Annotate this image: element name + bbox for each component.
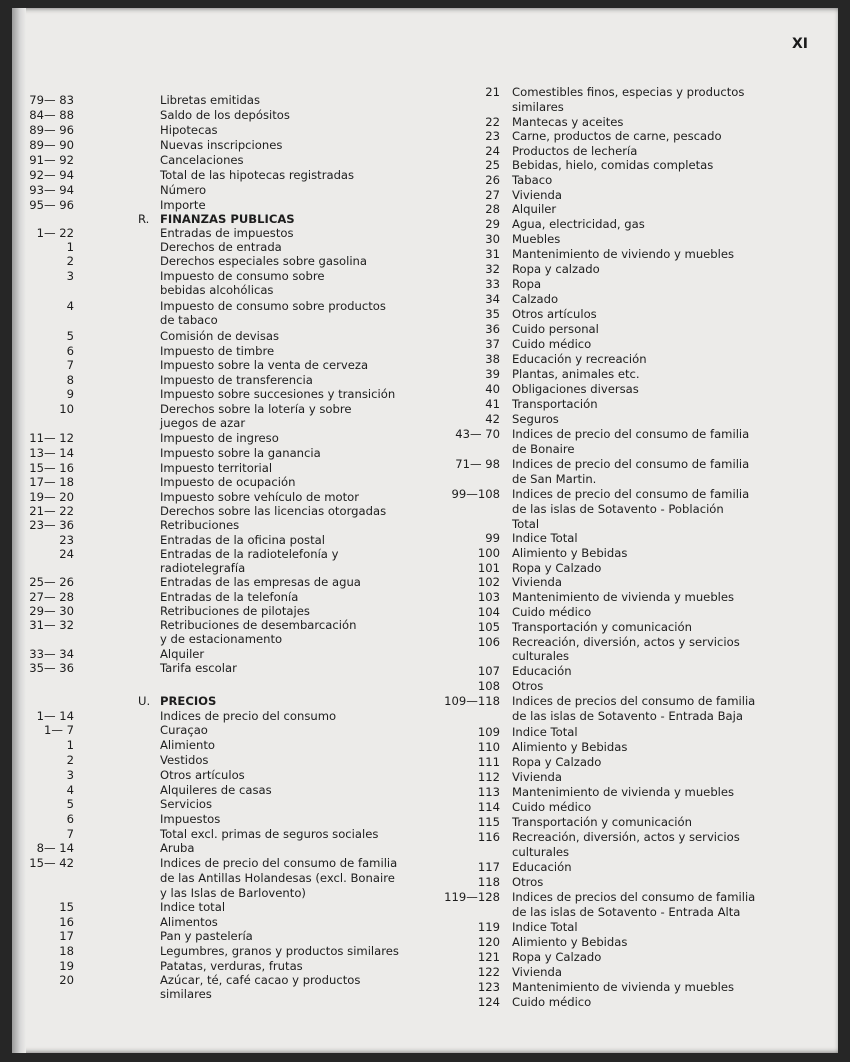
index-number: 31 — [485, 247, 500, 261]
index-number: 19 — [59, 959, 74, 973]
index-entry-text: Transportación — [512, 397, 598, 411]
index-number: 99—108 — [451, 487, 500, 501]
index-number: 6 — [66, 812, 74, 826]
index-number: 42 — [485, 412, 500, 426]
index-number: 3 — [66, 269, 74, 283]
index-number: 29 — [485, 217, 500, 231]
index-number: 7 — [66, 827, 74, 841]
index-number: 17 — [59, 929, 74, 943]
index-entry-text: Libretas emitidas — [160, 93, 260, 107]
index-entry-text: Impuesto de consumo sobre productos — [160, 299, 386, 313]
index-entry-text: Carne, productos de carne, pescado — [512, 129, 722, 143]
section-letter: U. — [138, 694, 151, 708]
index-entry-text: Ropa y Calzado — [512, 950, 602, 964]
index-number: 117 — [477, 860, 500, 874]
index-number: 29— 30 — [29, 604, 74, 618]
index-entry-text: Legumbres, granos y productos similares — [160, 944, 399, 958]
index-entry-text: Aruba — [160, 841, 195, 855]
index-entry-text: Entradas de la telefonía — [160, 590, 299, 604]
index-number: 21 — [485, 85, 500, 99]
index-number: 91— 92 — [29, 153, 74, 167]
index-entry-text: Mantenimiento de vivienda y muebles — [512, 785, 735, 799]
index-entry-text: Servicios — [160, 797, 213, 811]
index-entry-text: Educación — [512, 664, 572, 678]
index-number: 27 — [485, 188, 500, 202]
index-number: 25— 26 — [29, 575, 74, 589]
index-number: 123 — [477, 980, 500, 994]
index-number: 5 — [66, 797, 74, 811]
index-number: 104 — [477, 605, 500, 619]
index-entry-text: Total — [512, 517, 540, 531]
index-entry-text: Impuesto de transferencia — [160, 373, 313, 387]
index-entry-text: Bebidas, hielo, comidas completas — [512, 158, 714, 172]
index-entry-text: de San Martin. — [512, 472, 597, 486]
index-entry-text: Indice Total — [512, 531, 578, 545]
index-number: 8 — [66, 373, 74, 387]
index-number: 110 — [477, 740, 500, 754]
index-entry-text: Indices de precio del consumo de familia — [512, 487, 750, 501]
index-entry-text: Alquileres de casas — [160, 783, 272, 797]
index-entry-text: Importe — [160, 198, 206, 212]
index-number: 101 — [477, 561, 500, 575]
index-entry-text: Indice Total — [512, 725, 578, 739]
index-entry-text: Vivienda — [512, 188, 562, 202]
index-entry-text: Ropa — [512, 277, 542, 291]
index-number: 124 — [477, 995, 500, 1009]
index-number: 23— 36 — [29, 518, 74, 532]
index-entry-text: Derechos sobre las licencias otorgadas — [160, 504, 387, 518]
index-entry-text: Vivienda — [512, 770, 562, 784]
index-number: 111 — [477, 755, 500, 769]
index-entry-text: Muebles — [512, 232, 561, 246]
index-entry-text: Impuesto de ingreso — [160, 431, 279, 445]
index-number: 37 — [485, 337, 500, 351]
index-number: 7 — [66, 358, 74, 372]
index-number: 18 — [59, 944, 74, 958]
index-number: 27— 28 — [29, 590, 74, 604]
index-number: 36 — [485, 322, 500, 336]
index-number: 1— 14 — [36, 709, 74, 723]
index-number: 1— 7 — [43, 723, 74, 737]
index-number: 100 — [477, 546, 500, 560]
index-number: 20 — [59, 973, 74, 987]
index-entry-text: similares — [512, 100, 564, 114]
index-number: 41 — [485, 397, 500, 411]
index-number: 35 — [485, 307, 500, 321]
index-entry-text: Otros — [512, 679, 544, 693]
index-entry-text: Otros artículos — [160, 768, 245, 782]
index-entry-text: Retribuciones de pilotajes — [160, 604, 310, 618]
index-entry-text: Mantecas y aceites — [512, 115, 624, 129]
index-number: 43— 70 — [455, 427, 500, 441]
index-number: 3 — [66, 768, 74, 782]
index-entry-text: Mantenimiento de vivienda y muebles — [512, 980, 735, 994]
index-number: 113 — [477, 785, 500, 799]
index-entry-text: de las islas de Sotavento - Entrada Baja — [512, 709, 743, 723]
index-number: 105 — [477, 620, 500, 634]
index-number: 16 — [59, 915, 74, 929]
index-number: 119—128 — [444, 890, 500, 904]
index-entry-text: Indices de precios del consumo de familia — [512, 694, 756, 708]
index-entry-text: de las islas de Sotavento - Entrada Alta — [512, 905, 741, 919]
index-entry-text: Educación — [512, 860, 572, 874]
index-entry-text: Indice total — [160, 900, 226, 914]
index-number: 15— 16 — [29, 461, 74, 475]
index-entry-text: Impuesto de timbre — [160, 344, 275, 358]
index-entry-text: Impuesto sobre succesiones y transición — [160, 387, 396, 401]
index-entry-text: Vivienda — [512, 575, 562, 589]
index-entry-text: Impuesto territorial — [160, 461, 273, 475]
index-entry-text: Mantenimiento de vivienda y muebles — [512, 590, 735, 604]
index-entry-text: Hipotecas — [160, 123, 218, 137]
index-number: 118 — [477, 875, 500, 889]
index-number: 32 — [485, 262, 500, 276]
index-entry-text: Indices de precio del consumo de familia — [512, 427, 750, 441]
index-entry-text: Curaçao — [160, 723, 208, 737]
index-entry-text: Impuesto sobre la ganancia — [160, 446, 321, 460]
index-number: 106 — [477, 635, 500, 649]
index-entry-text: culturales — [512, 845, 570, 859]
index-entry-text: Alquiler — [512, 202, 557, 216]
index-number: 33— 34 — [29, 647, 74, 661]
index-entry-text: Seguros — [512, 412, 559, 426]
index-number: 28 — [485, 202, 500, 216]
index-number: 10 — [59, 402, 74, 416]
index-entry-text: Entradas de la oficina postal — [160, 533, 325, 547]
index-entry-text: Entradas de las empresas de agua — [160, 575, 361, 589]
index-number: 6 — [66, 344, 74, 358]
index-number: 9 — [66, 387, 74, 401]
index-entry-text: Transportación y comunicación — [512, 620, 692, 634]
index-entry-text: Indices de precio del consumo de familia — [160, 856, 398, 870]
index-number: 34 — [485, 292, 500, 306]
index-number: 38 — [485, 352, 500, 366]
index-entry-text: culturales — [512, 649, 570, 663]
index-entry-text: Otros — [512, 875, 544, 889]
index-entry-text: Productos de lechería — [512, 144, 638, 158]
index-entry-text: Impuesto de consumo sobre — [160, 269, 325, 283]
index-number: 102 — [477, 575, 500, 589]
index-entry-text: Derechos de entrada — [160, 240, 282, 254]
index-entry-text: de Bonaire — [512, 442, 575, 456]
index-entry-text: juegos de azar — [160, 416, 246, 430]
index-number: 114 — [477, 800, 500, 814]
index-entry-text: Plantas, animales etc. — [512, 367, 640, 381]
index-entry-text: de las Antillas Holandesas (excl. Bonaire — [160, 871, 395, 885]
index-entry-text: similares — [160, 987, 212, 1001]
index-entry-text: Nuevas inscripciones — [160, 138, 283, 152]
index-number: 108 — [477, 679, 500, 693]
index-entry-text: Cuido médico — [512, 800, 592, 814]
index-entry-text: Cuido médico — [512, 995, 592, 1009]
index-number: 15— 42 — [29, 856, 74, 870]
index-number: 15 — [59, 900, 74, 914]
index-number: 1 — [66, 738, 74, 752]
index-entry-text: Vestidos — [160, 753, 209, 767]
index-entry-text: Vivienda — [512, 965, 562, 979]
index-entry-text: y de estacionamento — [160, 632, 283, 646]
index-entry-text: Retribuciones — [160, 518, 240, 532]
index-number: 23 — [485, 129, 500, 143]
index-entry-text: bebidas alcohólicas — [160, 283, 274, 297]
index-entry-text: Comisión de devisas — [160, 329, 280, 343]
index-entry-text: Retribuciones de desembarcación — [160, 618, 357, 632]
index-entry-text: Cuido médico — [512, 337, 592, 351]
index-number: 8— 14 — [36, 841, 74, 855]
index-entry-text: Tarifa escolar — [160, 661, 237, 675]
index-entry-text: Educación y recreación — [512, 352, 647, 366]
index-number: 112 — [477, 770, 500, 784]
index-number: 107 — [477, 664, 500, 678]
index-number: 115 — [477, 815, 500, 829]
index-entry-text: Impuesto sobre vehículo de motor — [160, 490, 359, 504]
index-entry-text: Transportación y comunicación — [512, 815, 692, 829]
index-entry-text: Mantenimiento de viviendo y muebles — [512, 247, 735, 261]
index-entry-text: Ropa y calzado — [512, 262, 600, 276]
index-number: 84— 88 — [29, 108, 74, 122]
index-entry-text: Impuesto sobre la venta de cerveza — [160, 358, 369, 372]
index-entry-text: Entradas de impuestos — [160, 226, 294, 240]
index-entry-text: Pan y pastelería — [160, 929, 253, 943]
index-number: 116 — [477, 830, 500, 844]
index-number: 25 — [485, 158, 500, 172]
index-number: 5 — [66, 329, 74, 343]
index-number: 71— 98 — [455, 457, 500, 471]
index-number: 35— 36 — [29, 661, 74, 675]
index-entry-text: Otros artículos — [512, 307, 597, 321]
index-entry-text: y las Islas de Barlovento) — [160, 886, 306, 900]
index-entry-text: Recreación, diversión, actos y servicios — [512, 830, 740, 844]
index-number: 120 — [477, 935, 500, 949]
index-entry-text: Agua, electricidad, gas — [512, 217, 645, 231]
index-entry-text: Cuido médico — [512, 605, 592, 619]
index-entry-text: Cancelaciones — [160, 153, 244, 167]
index-entry-text: Alimiento y Bebidas — [512, 935, 628, 949]
index-number: 1 — [66, 240, 74, 254]
index-entry-text: Derechos sobre la lotería y sobre — [160, 402, 352, 416]
index-number: 109 — [477, 725, 500, 739]
index-entry-text: Indices de precio del consumo de familia — [512, 457, 750, 471]
index-entry-text: Azúcar, té, café cacao y productos — [160, 973, 361, 987]
index-number: 13— 14 — [29, 446, 74, 460]
index-number: 109—118 — [444, 694, 500, 708]
index-number: 39 — [485, 367, 500, 381]
index-number: 2 — [66, 753, 74, 767]
index-entry-text: Total de las hipotecas registradas — [160, 168, 355, 182]
index-number: 22 — [485, 115, 500, 129]
index-number: 99 — [485, 531, 500, 545]
index-entry-text: Saldo de los depósitos — [160, 108, 290, 122]
index-entry-text: Impuesto de ocupación — [160, 475, 296, 489]
index-number: 21— 22 — [29, 504, 74, 518]
index-number: 95— 96 — [29, 198, 74, 212]
index-entry-text: Alimentos — [160, 915, 218, 929]
index-entry-text: Alimiento y Bebidas — [512, 740, 628, 754]
index-entry-text: Patatas, verduras, frutas — [160, 959, 303, 973]
index-entry-text: Alimiento y Bebidas — [512, 546, 628, 560]
page-number: XI — [791, 36, 808, 52]
index-number: 103 — [477, 590, 500, 604]
index-number: 26 — [485, 173, 500, 187]
index-entry-text: Tabaco — [512, 173, 553, 187]
index-number: 2 — [66, 254, 74, 268]
index-number: 24 — [59, 547, 74, 561]
index-entry-text: Cuido personal — [512, 322, 599, 336]
index-entry-text: Alimiento — [160, 738, 216, 752]
index-entry-text: Total excl. primas de seguros sociales — [160, 827, 379, 841]
section-letter: R. — [138, 212, 150, 226]
index-number: 31— 32 — [29, 618, 74, 632]
index-entry-text: Obligaciones diversas — [512, 382, 639, 396]
index-entry-text: Derechos especiales sobre gasolina — [160, 254, 368, 268]
index-entry-text: radiotelegrafía — [160, 561, 246, 575]
index-number: 11— 12 — [29, 431, 74, 445]
index-number: 79— 83 — [29, 93, 74, 107]
index-number: 33 — [485, 277, 500, 291]
index-entry-text: Alquiler — [160, 647, 205, 661]
index-entry-text: de tabaco — [160, 313, 218, 327]
index-number: 89— 90 — [29, 138, 74, 152]
index-number: 121 — [477, 950, 500, 964]
index-entry-text: de las islas de Sotavento - Población — [512, 502, 724, 516]
index-number: 93— 94 — [29, 183, 74, 197]
index-entry-text: Recreación, diversión, actos y servicios — [512, 635, 740, 649]
index-entry-text: Comestibles finos, especias y productos — [512, 85, 745, 99]
section-heading: FINANZAS PUBLICAS — [160, 212, 295, 226]
index-number: 1— 22 — [36, 226, 74, 240]
index-entry-text: Indices de precio del consumo — [160, 709, 337, 723]
index-number: 4 — [66, 299, 74, 313]
index-entry-text: Ropa y Calzado — [512, 561, 602, 575]
document-page — [12, 8, 838, 1053]
index-number: 4 — [66, 783, 74, 797]
index-number: 89— 96 — [29, 123, 74, 137]
index-number: 119 — [477, 920, 500, 934]
index-entry-text: Indices de precios del consumo de familia — [512, 890, 756, 904]
index-number: 23 — [59, 533, 74, 547]
index-number: 24 — [485, 144, 500, 158]
index-number: 19— 20 — [29, 490, 74, 504]
index-entry-text: Indice Total — [512, 920, 578, 934]
index-number: 40 — [485, 382, 500, 396]
index-entry-text: Calzado — [512, 292, 559, 306]
index-entry-text: Impuestos — [160, 812, 221, 826]
index-number: 17— 18 — [29, 475, 74, 489]
index-number: 92— 94 — [29, 168, 74, 182]
section-heading: PRECIOS — [160, 694, 217, 708]
index-number: 30 — [485, 232, 500, 246]
index-number: 122 — [477, 965, 500, 979]
index-entry-text: Número — [160, 183, 207, 197]
index-entry-text: Entradas de la radiotelefonía y — [160, 547, 339, 561]
index-entry-text: Ropa y Calzado — [512, 755, 602, 769]
